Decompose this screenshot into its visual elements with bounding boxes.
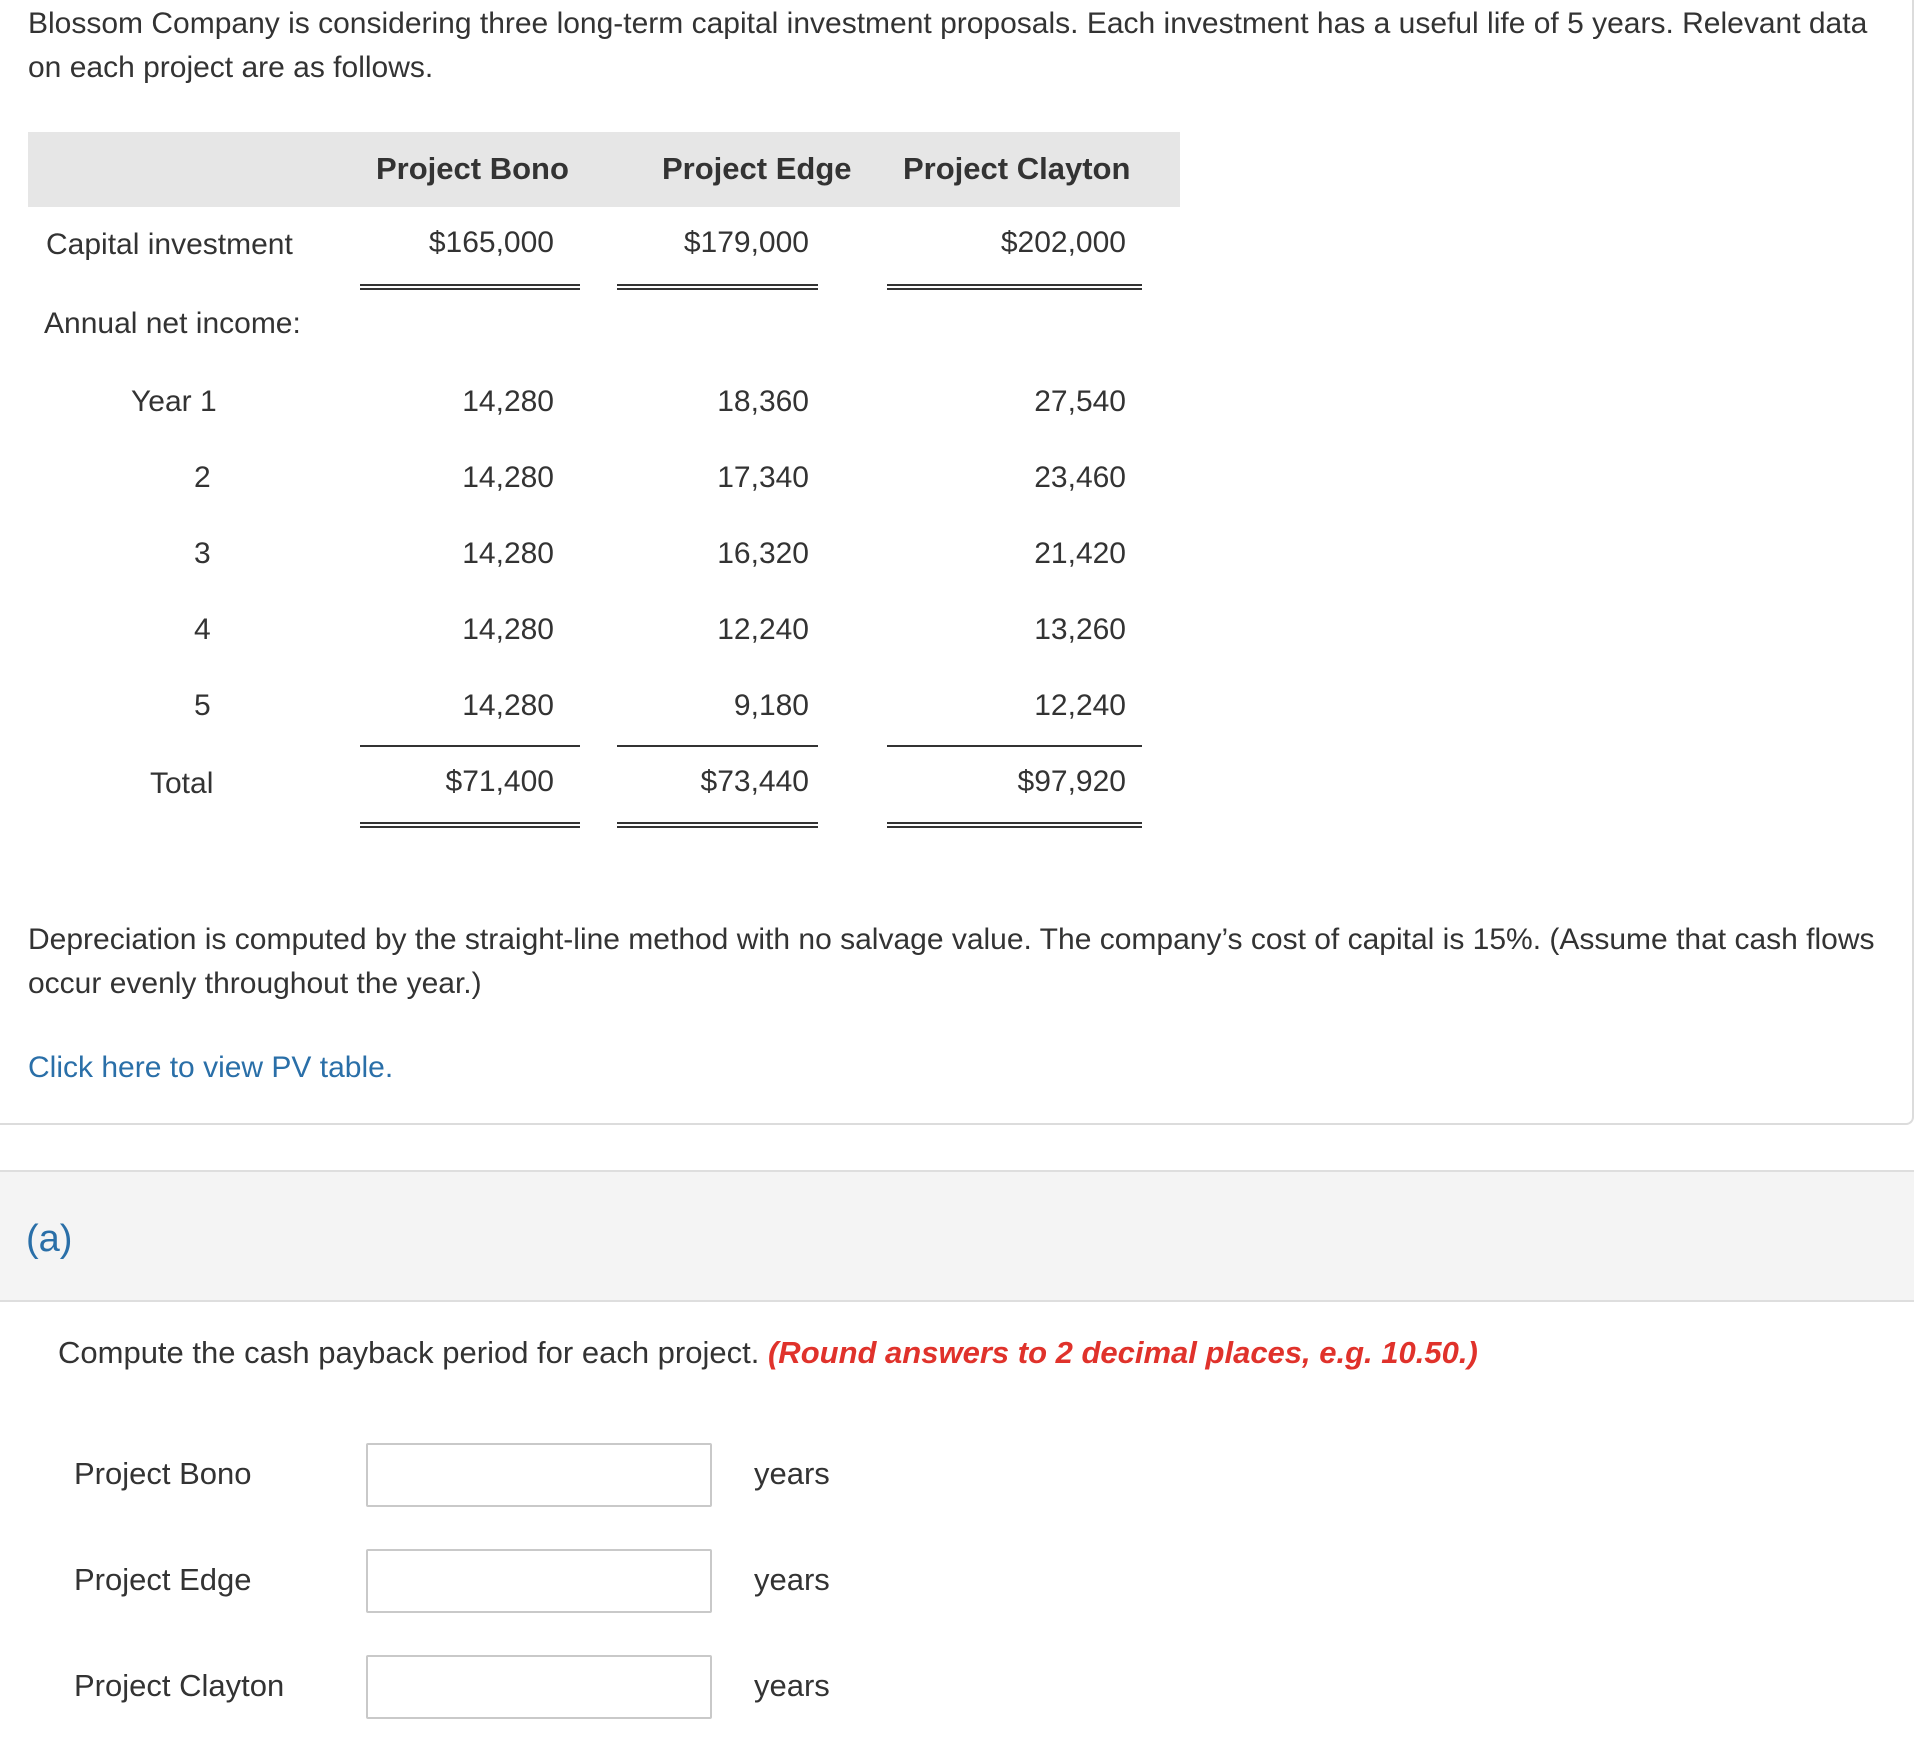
income-clayton-year-4: 13,260: [1034, 613, 1126, 646]
income-bono-year-1: 14,280: [462, 385, 554, 418]
income-clayton-year-2: 23,460: [1034, 461, 1126, 494]
income-bono-year-3: 14,280: [462, 537, 554, 570]
year-label: 2: [194, 461, 211, 494]
header-project-bono: Project Bono: [376, 151, 569, 186]
project-data-table: [28, 132, 1180, 832]
income-edge-year-5: 9,180: [733, 689, 809, 722]
pv-table-link[interactable]: Click here to view PV table.: [28, 1051, 394, 1084]
total-bono: $71,400: [445, 765, 554, 798]
rounding-hint: (Round answers to 2 decimal places, e.g. 10.50.): [767, 1335, 1478, 1370]
unit-years-edge: years: [754, 1562, 830, 1597]
income-clayton-year-3: 21,420: [1034, 537, 1126, 570]
header-project-clayton: Project Clayton: [903, 151, 1131, 186]
income-bono-year-4: 14,280: [462, 613, 554, 646]
double-underline: [360, 822, 580, 828]
income-edge-year-3: 16,320: [717, 537, 809, 570]
answer-label-clayton: Project Clayton: [74, 1668, 285, 1703]
income-clayton-year-1: 27,540: [1034, 385, 1126, 418]
payback-input-bono[interactable]: [366, 1443, 712, 1507]
capital-investment-edge: $179,000: [683, 226, 809, 259]
capital-investment-clayton: $202,000: [1000, 226, 1126, 259]
annual-net-income-label: Annual net income:: [44, 307, 301, 340]
single-underline: [617, 745, 818, 747]
year-label: 4: [194, 613, 211, 646]
income-edge-year-1: 18,360: [717, 385, 809, 418]
capital-investment-label: Capital investment: [46, 228, 293, 261]
intro-text: Blossom Company is considering three long-term capital investment proposals. Each investment has a useful life of 5 years. Relevant data on each project are as follows.: [28, 7, 1868, 84]
double-underline: [617, 284, 818, 290]
year-label: 5: [194, 689, 211, 722]
single-underline: [887, 745, 1142, 747]
year-label: 3: [194, 537, 211, 570]
double-underline: [887, 284, 1142, 290]
depreciation-text: Depreciation is computed by the straight-line method with no salvage value. The company’s cost of capital is 15%. (Assume that cash flows occur evenly throughout the year.): [28, 923, 1875, 1000]
double-underline: [360, 284, 580, 290]
single-underline: [360, 745, 580, 747]
unit-years-clayton: years: [754, 1668, 830, 1703]
total-edge: $73,440: [700, 765, 809, 798]
total-label: Total: [150, 767, 214, 800]
payback-input-clayton[interactable]: [366, 1655, 712, 1719]
income-clayton-year-5: 12,240: [1034, 689, 1126, 722]
question-text: [58, 1335, 1878, 1371]
unit-years-bono: years: [754, 1456, 830, 1491]
income-edge-year-2: 17,340: [717, 461, 809, 494]
answer-label-edge: Project Edge: [74, 1562, 252, 1597]
income-bono-year-5: 14,280: [462, 689, 554, 722]
answer-label-bono: Project Bono: [74, 1456, 252, 1491]
double-underline: [617, 822, 818, 828]
year-label: Year 1: [131, 385, 217, 418]
income-edge-year-4: 12,240: [717, 613, 809, 646]
question-prompt: Compute the cash payback period for each project.: [58, 1335, 760, 1370]
payback-input-edge[interactable]: [366, 1549, 712, 1613]
section-header: [0, 1170, 1914, 1302]
capital-investment-bono: $165,000: [428, 226, 554, 259]
income-bono-year-2: 14,280: [462, 461, 554, 494]
section-label: (a): [26, 1218, 73, 1260]
double-underline: [887, 822, 1142, 828]
header-project-edge: Project Edge: [662, 151, 852, 186]
total-clayton: $97,920: [1017, 765, 1126, 798]
